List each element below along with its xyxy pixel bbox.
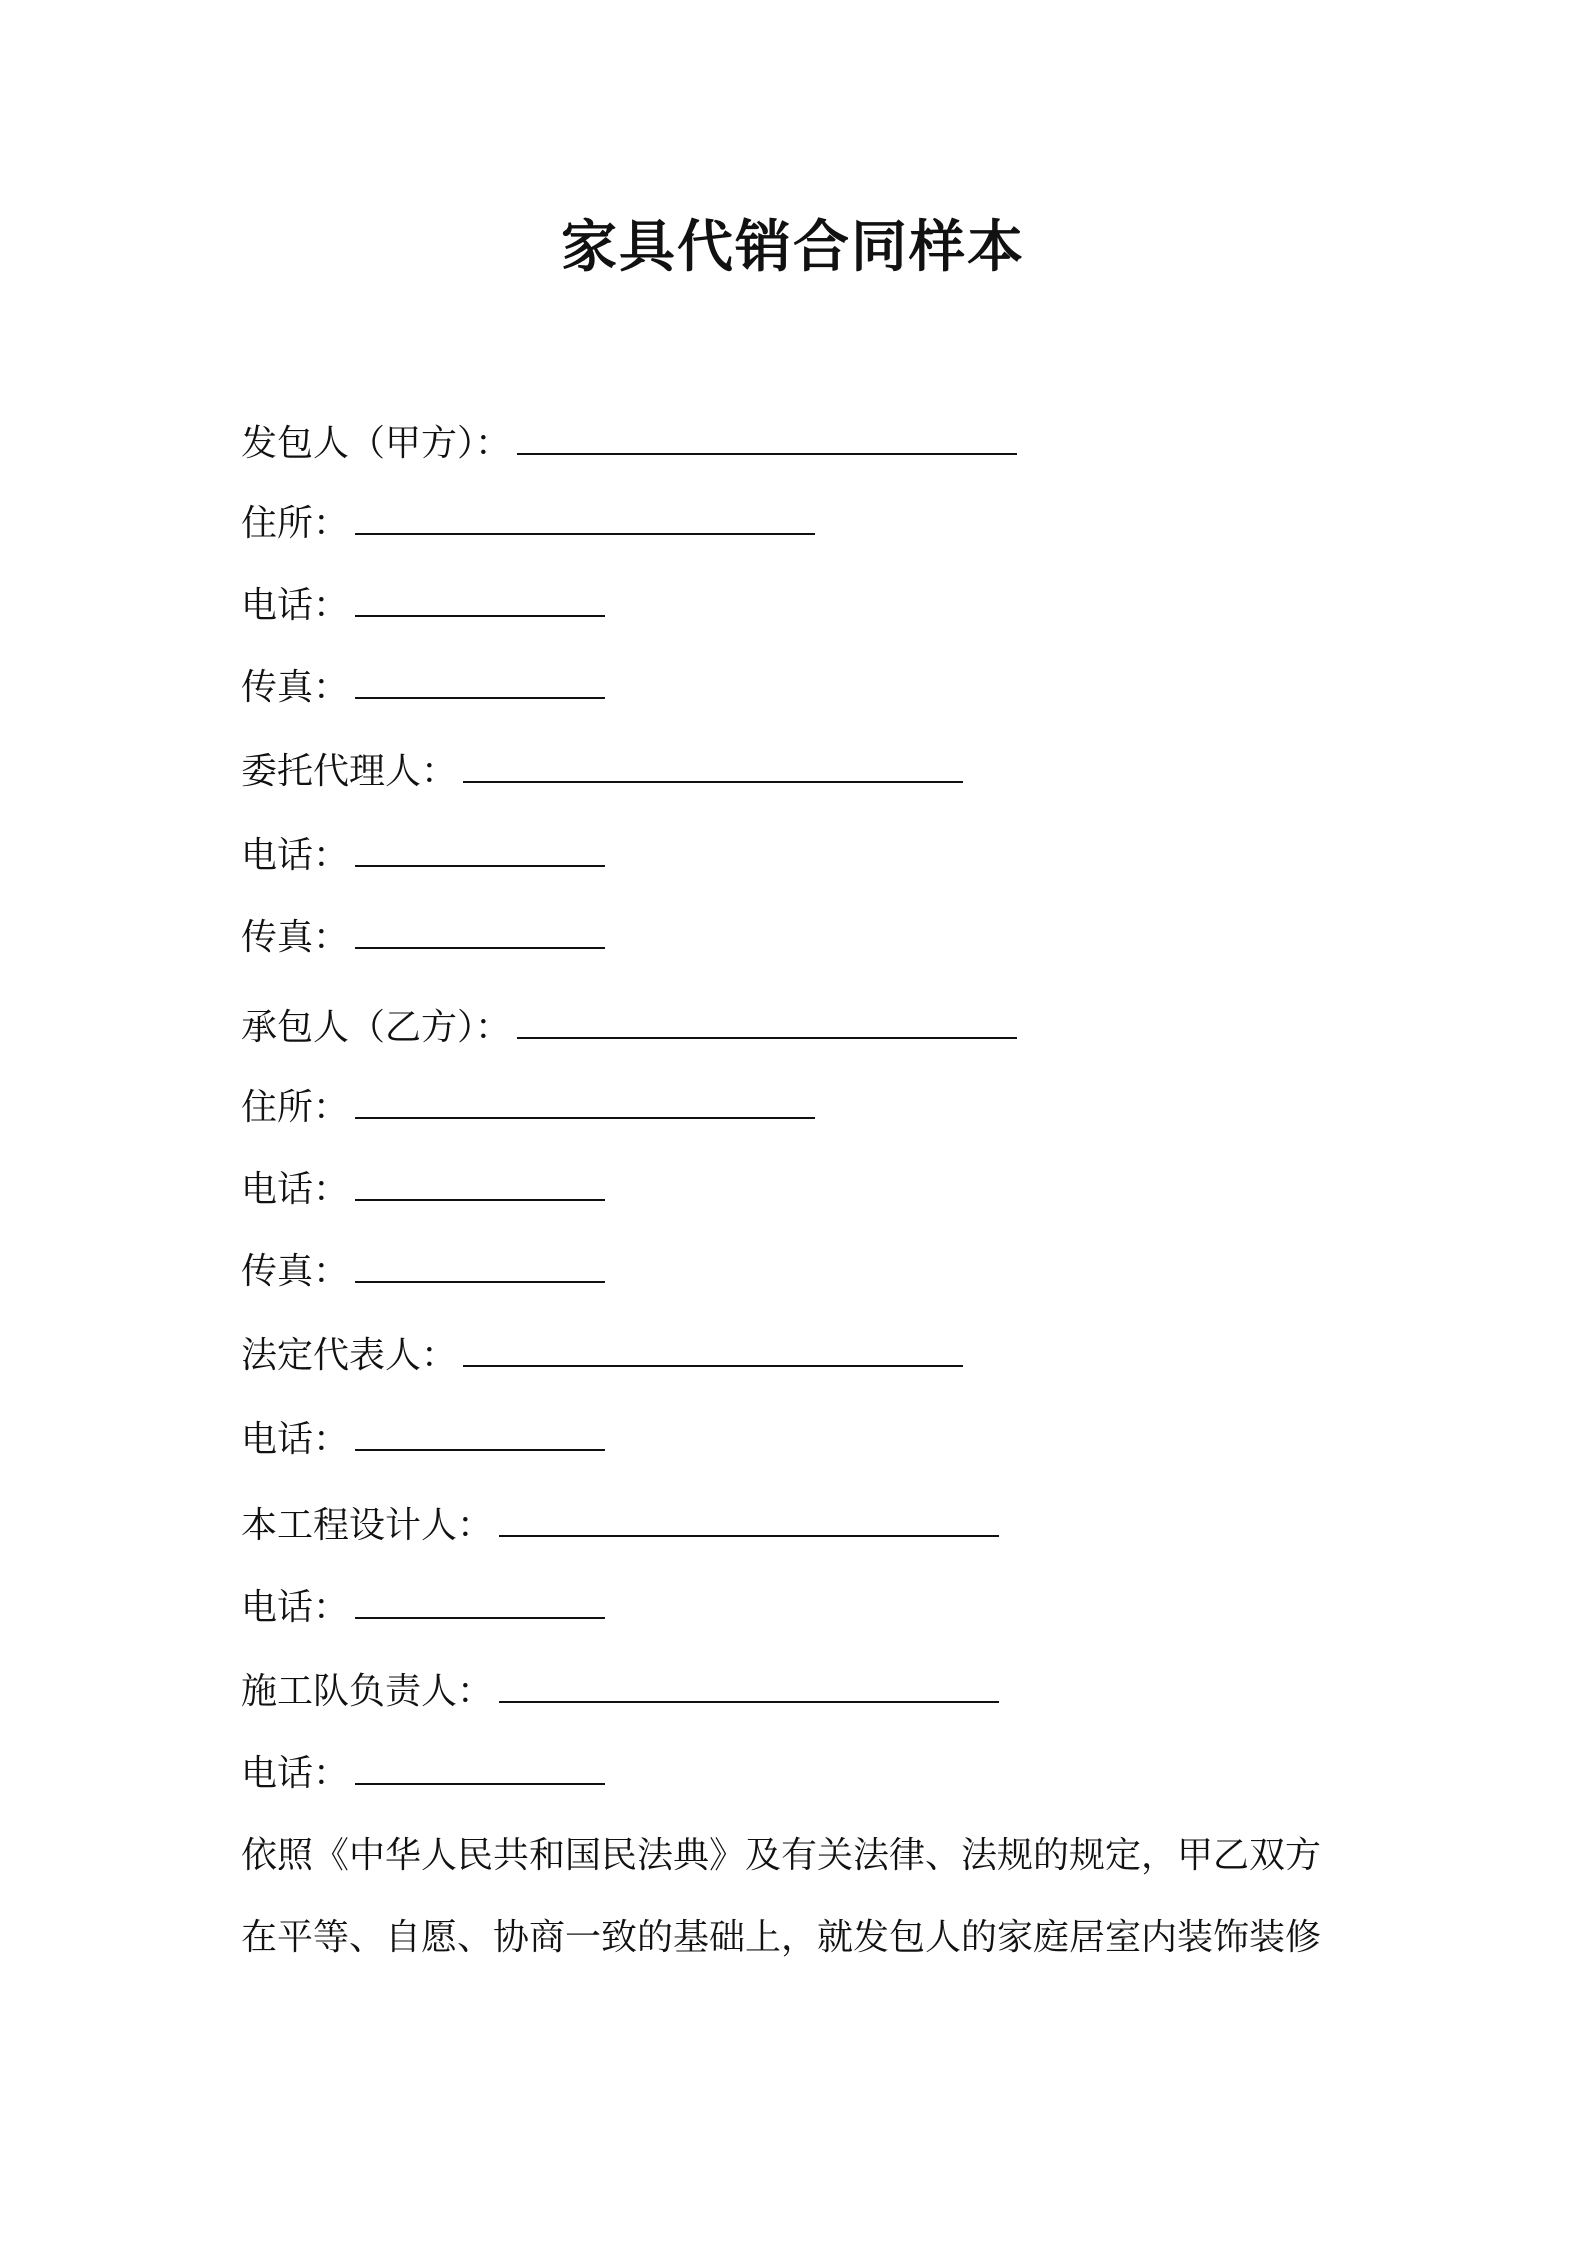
fill-in-line[interactable] — [463, 1335, 963, 1367]
field-label: 电话： — [241, 585, 350, 626]
fill-in-line[interactable] — [463, 751, 963, 783]
fill-in-line[interactable] — [355, 1419, 605, 1451]
field-label: 发包人（甲方）： — [241, 423, 512, 464]
field-party-b — [241, 1004, 1017, 1052]
field-designer-phone — [241, 1584, 605, 1632]
fill-in-line[interactable] — [355, 585, 605, 617]
field-label: 电话： — [241, 1169, 350, 1210]
field-agent-fax — [241, 914, 605, 962]
field-label: 传真： — [241, 667, 350, 708]
field-construction-lead — [241, 1668, 999, 1716]
fill-in-line[interactable] — [499, 1671, 999, 1703]
fill-in-line[interactable] — [355, 917, 605, 949]
field-agent — [241, 748, 963, 796]
field-party-a-fax — [241, 664, 605, 712]
fill-in-line[interactable] — [355, 667, 605, 699]
field-label: 施工队负责人： — [241, 1671, 494, 1712]
field-party-a-phone — [241, 582, 605, 630]
fill-in-line[interactable] — [517, 423, 1017, 455]
field-label: 电话： — [241, 1587, 350, 1628]
field-party-b-phone — [241, 1166, 605, 1214]
field-legal-representative-phone — [241, 1416, 605, 1464]
fill-in-line[interactable] — [355, 503, 815, 535]
paragraph-line: 依照《中华人民共和国民法典》及有关法律、法规的规定，甲乙双方 — [241, 1835, 1322, 1876]
field-agent-phone — [241, 832, 605, 880]
fill-in-line[interactable] — [355, 1251, 605, 1283]
field-label: 本工程设计人： — [241, 1505, 494, 1546]
field-label: 电话： — [241, 835, 350, 876]
field-label: 传真： — [241, 917, 350, 958]
fill-in-line[interactable] — [517, 1007, 1017, 1039]
field-label: 住所： — [241, 503, 350, 544]
fill-in-line[interactable] — [355, 1587, 605, 1619]
field-construction-lead-phone — [241, 1750, 605, 1798]
field-label: 电话： — [241, 1753, 350, 1794]
field-label: 委托代理人： — [241, 751, 458, 792]
field-label: 承包人（乙方）： — [241, 1007, 512, 1048]
paragraph-line: 在平等、自愿、协商一致的基础上，就发包人的家庭居室内装饰装修 — [241, 1917, 1322, 1958]
fill-in-line[interactable] — [355, 1169, 605, 1201]
fill-in-line[interactable] — [499, 1505, 999, 1537]
fill-in-line[interactable] — [355, 1753, 605, 1785]
fill-in-line[interactable] — [355, 1087, 815, 1119]
field-party-a-address — [241, 500, 815, 548]
field-legal-representative — [241, 1332, 963, 1380]
fill-in-line[interactable] — [355, 835, 605, 867]
field-designer — [241, 1502, 999, 1550]
field-label: 传真： — [241, 1251, 350, 1292]
document-title: 家具代销合同样本 — [561, 215, 1025, 280]
field-party-b-fax — [241, 1248, 605, 1296]
field-party-a — [241, 420, 1017, 468]
field-label: 法定代表人： — [241, 1335, 458, 1376]
field-label: 电话： — [241, 1419, 350, 1460]
field-party-b-address — [241, 1084, 815, 1132]
field-label: 住所： — [241, 1087, 350, 1128]
